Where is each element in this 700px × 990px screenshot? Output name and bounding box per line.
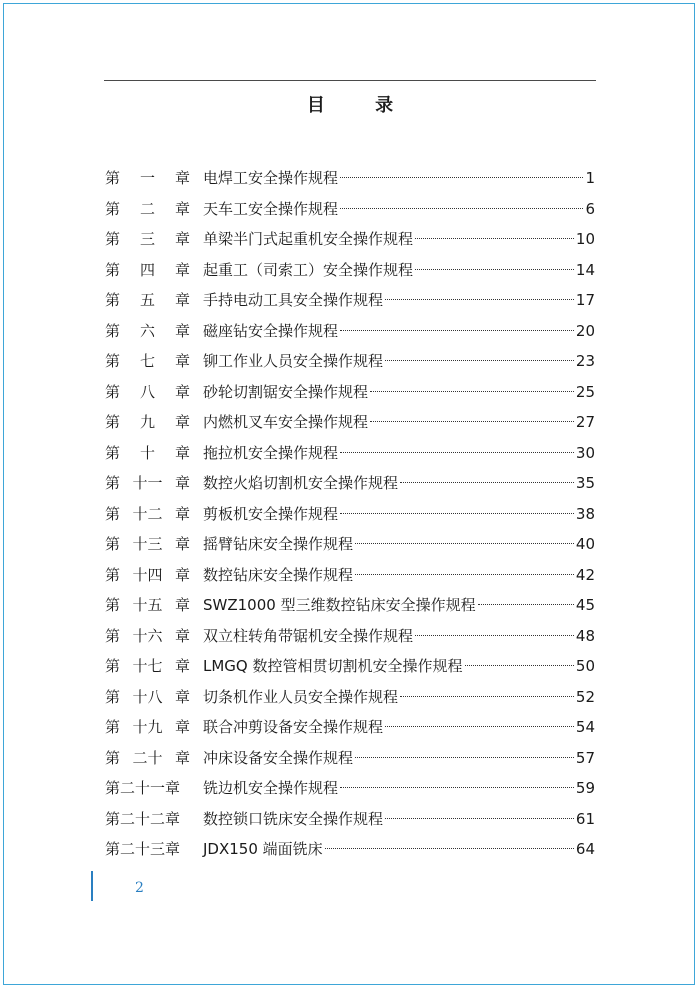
chapter-label-part: 章 bbox=[174, 748, 190, 767]
chapter-label-part: 十三 bbox=[132, 535, 163, 553]
dot-leader bbox=[400, 482, 574, 483]
chapter-label-part: 二 bbox=[139, 199, 155, 218]
chapter-label bbox=[105, 712, 203, 743]
chapter-label-part: 第二十二章 bbox=[105, 809, 181, 828]
chapter-label-part: 章 bbox=[174, 199, 190, 218]
entry-page-number: 20 bbox=[575, 321, 595, 340]
entry-title: 联合冲剪设备安全操作规程 bbox=[203, 718, 384, 736]
entry-title: 数控钻床安全操作规程 bbox=[203, 565, 354, 584]
chapter-label-part: 十一 bbox=[132, 474, 163, 492]
entry-page-number: 38 bbox=[575, 504, 595, 523]
chapter-label-part: 第 bbox=[105, 535, 121, 553]
dot-leader bbox=[340, 452, 574, 453]
chapter-label-part: 章 bbox=[174, 169, 190, 187]
dot-leader bbox=[355, 574, 574, 575]
chapter-label bbox=[105, 163, 203, 194]
chapter-label bbox=[105, 438, 203, 469]
entry-page-number: 30 bbox=[575, 443, 595, 462]
dot-leader bbox=[370, 421, 574, 422]
toc-entry[interactable] bbox=[105, 194, 595, 225]
toc-entry[interactable] bbox=[105, 621, 595, 652]
entry-title: 起重工（司索工）安全操作规程 bbox=[203, 260, 414, 279]
chapter-label bbox=[105, 316, 203, 347]
entry-title: LMGQ 数控管相贯切割机安全操作规程 bbox=[203, 657, 463, 675]
chapter-label-part: 第 bbox=[105, 657, 121, 675]
entry-page-number: 35 bbox=[575, 474, 595, 492]
chapter-label bbox=[105, 804, 203, 835]
chapter-label-part: 第 bbox=[105, 199, 121, 218]
chapter-label-part: 章 bbox=[174, 352, 190, 370]
entry-title: 拖拉机安全操作规程 bbox=[203, 443, 339, 462]
toc-entry[interactable] bbox=[105, 560, 595, 591]
entry-title: 冲床设备安全操作规程 bbox=[203, 748, 354, 767]
toc-entry[interactable] bbox=[105, 712, 595, 743]
entry-title: JDX150 端面铣床 bbox=[203, 840, 323, 858]
entry-title: 双立柱转角带锯机安全操作规程 bbox=[203, 626, 414, 645]
chapter-label-part: 十七 bbox=[132, 657, 163, 675]
chapter-label-part: 第二十三章 bbox=[105, 840, 181, 858]
chapter-label-part: 一 bbox=[139, 169, 155, 187]
chapter-label bbox=[105, 621, 203, 652]
chapter-label-part: 章 bbox=[174, 230, 190, 248]
chapter-label-part: 四 bbox=[139, 260, 155, 279]
dot-leader bbox=[325, 848, 574, 849]
toc-list bbox=[105, 163, 595, 865]
dot-leader bbox=[415, 635, 574, 636]
chapter-label bbox=[105, 499, 203, 530]
dot-leader bbox=[340, 787, 574, 788]
entry-title: 手持电动工具安全操作规程 bbox=[203, 291, 384, 309]
chapter-label-part: 第 bbox=[105, 687, 121, 706]
chapter-label-part: 六 bbox=[139, 321, 155, 340]
chapter-label-part: 十九 bbox=[132, 718, 163, 736]
entry-title: 磁座钻安全操作规程 bbox=[203, 321, 339, 340]
chapter-label bbox=[105, 255, 203, 286]
entry-page-number: 1 bbox=[585, 169, 595, 187]
entry-page-number: 54 bbox=[575, 718, 595, 736]
dot-leader bbox=[385, 818, 574, 819]
dot-leader bbox=[465, 665, 574, 666]
entry-title: 单梁半门式起重机安全操作规程 bbox=[203, 230, 414, 248]
chapter-label-part: 第 bbox=[105, 169, 121, 187]
toc-entry[interactable] bbox=[105, 651, 595, 682]
entry-page-number: 48 bbox=[575, 626, 595, 645]
chapter-label-part: 章 bbox=[174, 260, 190, 279]
chapter-label bbox=[105, 834, 203, 865]
chapter-label bbox=[105, 773, 203, 804]
chapter-label-part: 第 bbox=[105, 474, 121, 492]
chapter-label-part: 章 bbox=[174, 535, 190, 553]
chapter-label-part: 章 bbox=[174, 596, 190, 614]
dot-leader bbox=[385, 299, 574, 300]
chapter-label-part: 十 bbox=[139, 443, 155, 462]
entry-page-number: 42 bbox=[575, 565, 595, 584]
chapter-label-part: 三 bbox=[139, 230, 155, 248]
chapter-label-part: 第 bbox=[105, 565, 121, 584]
entry-page-number: 17 bbox=[575, 291, 595, 309]
entry-page-number: 40 bbox=[575, 535, 595, 553]
chapter-label-part: 九 bbox=[139, 413, 155, 431]
entry-title: 内燃机叉车安全操作规程 bbox=[203, 413, 369, 431]
entry-page-number: 25 bbox=[575, 382, 595, 401]
chapter-label-part: 第 bbox=[105, 718, 121, 736]
entry-title: 切条机作业人员安全操作规程 bbox=[203, 687, 399, 706]
entry-page-number: 45 bbox=[575, 596, 595, 614]
dot-leader bbox=[385, 726, 574, 727]
chapter-label bbox=[105, 194, 203, 225]
chapter-label-part: 十五 bbox=[132, 596, 163, 614]
toc-entry[interactable] bbox=[105, 773, 595, 804]
entry-page-number: 6 bbox=[585, 199, 595, 218]
entry-title: 铆工作业人员安全操作规程 bbox=[203, 352, 384, 370]
chapter-label-part: 第 bbox=[105, 230, 121, 248]
toc-entry[interactable] bbox=[105, 682, 595, 713]
chapter-label-part: 章 bbox=[174, 657, 190, 675]
entry-page-number: 59 bbox=[575, 779, 595, 797]
toc-entry[interactable] bbox=[105, 529, 595, 560]
entry-page-number: 50 bbox=[575, 657, 595, 675]
chapter-label-part: 第 bbox=[105, 443, 121, 462]
chapter-label-part: 第 bbox=[105, 413, 121, 431]
toc-entry[interactable] bbox=[105, 834, 595, 865]
chapter-label bbox=[105, 651, 203, 682]
dot-leader bbox=[415, 238, 574, 239]
entry-page-number: 10 bbox=[575, 230, 595, 248]
chapter-label-part: 五 bbox=[139, 291, 155, 309]
chapter-label-part: 八 bbox=[139, 382, 155, 401]
chapter-label bbox=[105, 529, 203, 560]
entry-page-number: 27 bbox=[575, 413, 595, 431]
entry-title: 数控火焰切割机安全操作规程 bbox=[203, 474, 399, 492]
chapter-label-part: 十四 bbox=[132, 565, 163, 584]
entry-title: 砂轮切割锯安全操作规程 bbox=[203, 382, 369, 401]
chapter-label-part: 第 bbox=[105, 504, 121, 523]
toc-entry[interactable] bbox=[105, 163, 595, 194]
chapter-label-part: 章 bbox=[174, 474, 190, 492]
toc-entry[interactable] bbox=[105, 743, 595, 774]
entry-title: 铣边机安全操作规程 bbox=[203, 779, 339, 797]
chapter-label-part: 第 bbox=[105, 321, 121, 340]
entry-page-number: 23 bbox=[575, 352, 595, 370]
chapter-label-part: 十六 bbox=[132, 626, 163, 645]
toc-entry[interactable] bbox=[105, 804, 595, 835]
chapter-label bbox=[105, 377, 203, 408]
chapter-label-part: 第 bbox=[105, 626, 121, 645]
dot-leader bbox=[415, 269, 574, 270]
toc-entry[interactable] bbox=[105, 255, 595, 286]
toc-entry[interactable] bbox=[105, 499, 595, 530]
entry-page-number: 52 bbox=[575, 687, 595, 706]
entry-page-number: 14 bbox=[575, 260, 595, 279]
chapter-label-part: 第二十一章 bbox=[105, 779, 181, 797]
chapter-label bbox=[105, 285, 203, 316]
toc-entry[interactable] bbox=[105, 316, 595, 347]
entry-title: 摇臂钻床安全操作规程 bbox=[203, 535, 354, 553]
chapter-label bbox=[105, 468, 203, 499]
chapter-label-part: 第 bbox=[105, 748, 121, 767]
entry-page-number: 57 bbox=[575, 748, 595, 767]
toc-entry[interactable] bbox=[105, 590, 595, 621]
dot-leader bbox=[478, 604, 574, 605]
chapter-label-part: 第 bbox=[105, 260, 121, 279]
entry-title: 电焊工安全操作规程 bbox=[203, 169, 339, 187]
toc-entry[interactable] bbox=[105, 285, 595, 316]
chapter-label-part: 章 bbox=[174, 382, 190, 401]
dot-leader bbox=[340, 208, 583, 209]
chapter-label bbox=[105, 590, 203, 621]
chapter-label-part: 章 bbox=[174, 413, 190, 431]
chapter-label bbox=[105, 224, 203, 255]
entry-page-number: 64 bbox=[575, 840, 595, 858]
toc-entry[interactable] bbox=[105, 224, 595, 255]
chapter-label-part: 章 bbox=[174, 565, 190, 584]
dot-leader bbox=[340, 330, 574, 331]
chapter-label-part: 第 bbox=[105, 596, 121, 614]
chapter-label-part: 十八 bbox=[132, 687, 163, 706]
footer-accent-bar bbox=[91, 871, 93, 901]
dot-leader bbox=[340, 177, 583, 178]
dot-leader bbox=[355, 543, 574, 544]
dot-leader bbox=[340, 513, 574, 514]
page-number: 2 bbox=[135, 880, 144, 896]
chapter-label bbox=[105, 346, 203, 377]
entry-title: 天车工安全操作规程 bbox=[203, 199, 339, 218]
toc-entry[interactable] bbox=[105, 468, 595, 499]
toc-entry[interactable] bbox=[105, 377, 595, 408]
chapter-label-part: 章 bbox=[174, 718, 190, 736]
chapter-label-part: 第 bbox=[105, 352, 121, 370]
header-rule bbox=[104, 80, 596, 81]
toc-entry[interactable] bbox=[105, 346, 595, 377]
dot-leader bbox=[355, 757, 574, 758]
toc-entry[interactable] bbox=[105, 438, 595, 469]
dot-leader bbox=[385, 360, 574, 361]
chapter-label-part: 章 bbox=[174, 504, 190, 523]
chapter-label bbox=[105, 682, 203, 713]
chapter-label-part: 章 bbox=[174, 321, 190, 340]
chapter-label-part: 二十 bbox=[132, 748, 163, 767]
entry-title: SWZ1000 型三维数控钻床安全操作规程 bbox=[203, 596, 476, 614]
chapter-label-part: 章 bbox=[174, 687, 190, 706]
chapter-label-part: 十二 bbox=[132, 504, 163, 523]
chapter-label-part: 第 bbox=[105, 291, 121, 309]
dot-leader bbox=[370, 391, 574, 392]
toc-title: 目 录 bbox=[306, 95, 416, 116]
chapter-label-part: 章 bbox=[174, 626, 190, 645]
entry-title: 数控锁口铣床安全操作规程 bbox=[203, 809, 384, 828]
entry-page-number: 61 bbox=[575, 809, 595, 828]
entry-title: 剪板机安全操作规程 bbox=[203, 504, 339, 523]
chapter-label-part: 七 bbox=[139, 352, 155, 370]
chapter-label bbox=[105, 560, 203, 591]
dot-leader bbox=[400, 696, 574, 697]
chapter-label-part: 章 bbox=[174, 443, 190, 462]
chapter-label-part: 章 bbox=[174, 291, 190, 309]
chapter-label bbox=[105, 407, 203, 438]
chapter-label-part: 第 bbox=[105, 382, 121, 401]
toc-entry[interactable] bbox=[105, 407, 595, 438]
chapter-label bbox=[105, 743, 203, 774]
